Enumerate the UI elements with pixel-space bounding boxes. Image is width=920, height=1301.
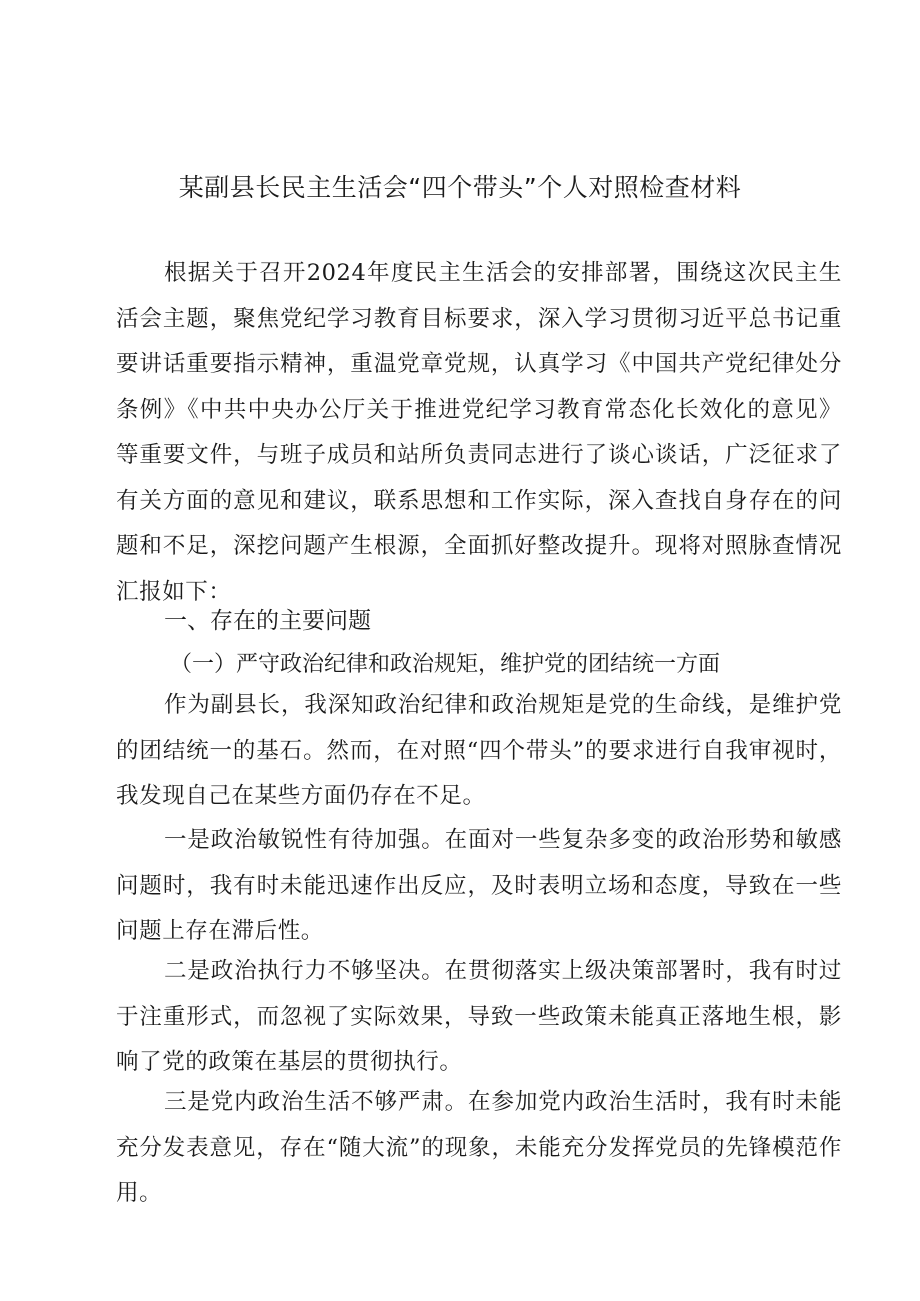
body-paragraph: 三是党内政治生活不够严肃。在参加党内政治生活时，我有时未能充分发表意见，存在“随大流”的现象，未能充分发挥党员的先锋模范作用。 (116, 1089, 842, 1206)
section-heading: 一、存在的主要问题 (164, 608, 371, 634)
body-paragraph: 二是政治执行力不够坚决。在贯彻落实上级决策部署时，我有时过于注重形式，而忽视了实际效果，导致一些政策未能真正落地生根，影响了党的政策在基层的贯彻执行。 (116, 958, 842, 1075)
body-paragraph: 作为副县长，我深知政治纪律和政治规矩是党的生命线，是维护党的团结统一的基石。然而，在对照“四个带头”的要求进行自我审视时，我发现自己在某些方面仍存在不足。 (116, 692, 842, 809)
subsection-heading: （一）严守政治纪律和政治规矩，维护党的团结统一方面 (170, 652, 721, 677)
body-paragraph: 一是政治敏锐性有待加强。在面对一些复杂多变的政治形势和敏感问题时，我有时未能迅速作出反应，及时表明立场和态度，导致在一些问题上存在滞后性。 (116, 827, 842, 944)
intro-paragraph: 根据关于召开2024年度民主生活会的安排部署，围绕这次民主生活会主题，聚焦党纪学习教育目标要求，深入学习贯彻习近平总书记重要讲话重要指示精神，重温党章党规，认真学习《中国共产党纪律处分条例》《中共中央办公厅关于推进党纪学习教育常态化长效化的意见》等重要文件，与班子成员和站所负责同志进行了谈心谈话，广泛征求了有关方面的意见和建议，联系思想和工作实际，深入查找自身存在的问题和不足，深挖问题产生根源，全面抓好整改提升。现将对照脉查情况汇报如下： (116, 260, 842, 605)
document-title: 某副县长民主生活会“四个带头”个人对照检查材料 (178, 173, 742, 202)
